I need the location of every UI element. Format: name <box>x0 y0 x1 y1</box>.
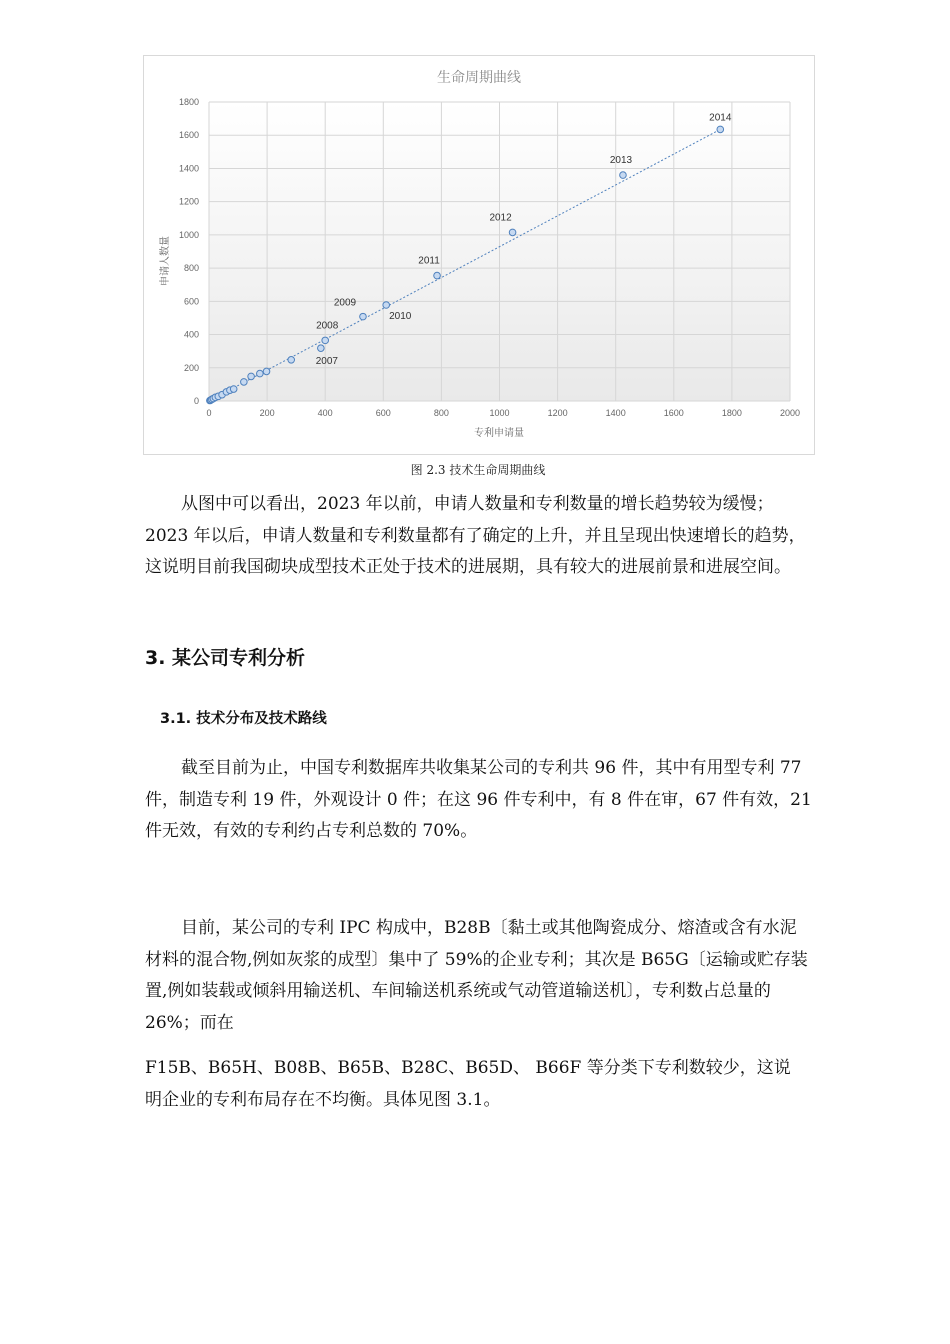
data-point <box>717 126 724 133</box>
chart-title: 生命周期曲线 <box>437 69 521 85</box>
x-tick-label: 600 <box>375 408 391 418</box>
data-label: 2010 <box>389 310 412 322</box>
y-tick-label: 600 <box>183 296 199 307</box>
x-tick-label: 400 <box>317 408 333 418</box>
y-tick-label: 400 <box>183 329 199 340</box>
y-tick-label: 1800 <box>178 97 199 107</box>
x-tick-label: 1000 <box>489 408 510 418</box>
data-label: 2012 <box>489 212 512 224</box>
y-tick-label: 0 <box>193 396 199 406</box>
lifecycle-chart <box>143 55 815 455</box>
data-point <box>318 345 325 352</box>
chart-svg <box>144 56 814 454</box>
data-point <box>360 313 367 320</box>
data-point <box>288 357 295 364</box>
data-label: 2008 <box>316 320 339 332</box>
x-tick-label: 1200 <box>547 408 568 418</box>
data-label: 2014 <box>709 112 732 124</box>
data-point <box>241 379 248 386</box>
x-tick-label: 200 <box>259 408 275 418</box>
figure-caption: 图 2.3 技术生命周期曲线 <box>410 463 546 477</box>
x-tick-label: 1800 <box>721 408 742 418</box>
data-label: 2009 <box>333 297 357 309</box>
y-tick-label: 1400 <box>178 163 199 174</box>
data-point <box>620 172 627 179</box>
data-point <box>322 337 329 344</box>
paragraph-trend-analysis: 从图中可以看出，2023 年以前，申请人数量和专利数量的增长趋势较为缓慢；2023 年以后，申请人数量和专利数量都有了确定的上升，并且呈现出快速增长的趋势，这说明目前我国砌块成型技术正处于技术的进展期，具有较大的进展前景和进展空间。 <box>145 494 806 577</box>
x-tick-label: 800 <box>433 408 449 418</box>
data-point <box>509 229 516 236</box>
data-label: 2013 <box>609 155 633 167</box>
x-tick-label: 0 <box>206 408 212 418</box>
y-tick-label: 200 <box>183 362 199 373</box>
x-tick-label: 1400 <box>605 408 626 418</box>
section-heading-3-1: 3.1. 技术分布及技术路线 <box>160 711 327 727</box>
chart-x-axis-label: 专利申请量 <box>474 428 524 439</box>
data-point <box>263 368 270 375</box>
data-point <box>383 302 390 309</box>
paragraph-ipc-classes-line: F15B、B65H、B08B、B65B、B28C、B65D、 B66F 等分类下专利数较少，这说 <box>145 1058 791 1078</box>
data-point <box>230 386 237 393</box>
data-label: 2007 <box>315 356 338 368</box>
y-tick-label: 1000 <box>178 229 199 240</box>
x-tick-label: 1600 <box>663 408 684 418</box>
paragraph-ipc-conclusion-line: 明企业的专利布局存在不均衡。具体见图 3.1。 <box>145 1090 501 1110</box>
y-tick-label: 800 <box>183 263 199 274</box>
data-point <box>248 373 255 380</box>
x-tick-label: 2000 <box>779 408 801 418</box>
paragraph-ipc-composition: 目前，某公司的专利 IPC 构成中，B28B〔黏土或其他陶瓷成分、熔渣或含有水泥材料的混合物,例如灰浆的成型〕集中了 59%的企业专利；其次是 B65G〔运输或贮存装置,例如装载或倾斜用输送机、车间输送机系统或气动管道输送机〕，专利数占总量的 26%；而在 <box>145 918 808 1033</box>
data-point <box>434 272 441 279</box>
y-tick-label: 1200 <box>178 196 199 207</box>
data-label: 2011 <box>418 255 440 267</box>
chart-y-axis-label: 申请人数量 <box>160 236 171 286</box>
section-heading-3: 3. 某公司专利分析 <box>145 647 306 669</box>
paragraph-patent-counts: 截至目前为止，中国专利数据库共收集某公司的专利共 96 件，其中有用型专利 77 件，制造专利 19 件，外观设计 0 件；在这 96 件专利中，有 8 件在审，67 件有效，21 件无效，有效的专利约占专利总数的 70%。 <box>145 758 812 841</box>
y-tick-label: 1600 <box>178 130 199 141</box>
data-point <box>257 370 264 377</box>
